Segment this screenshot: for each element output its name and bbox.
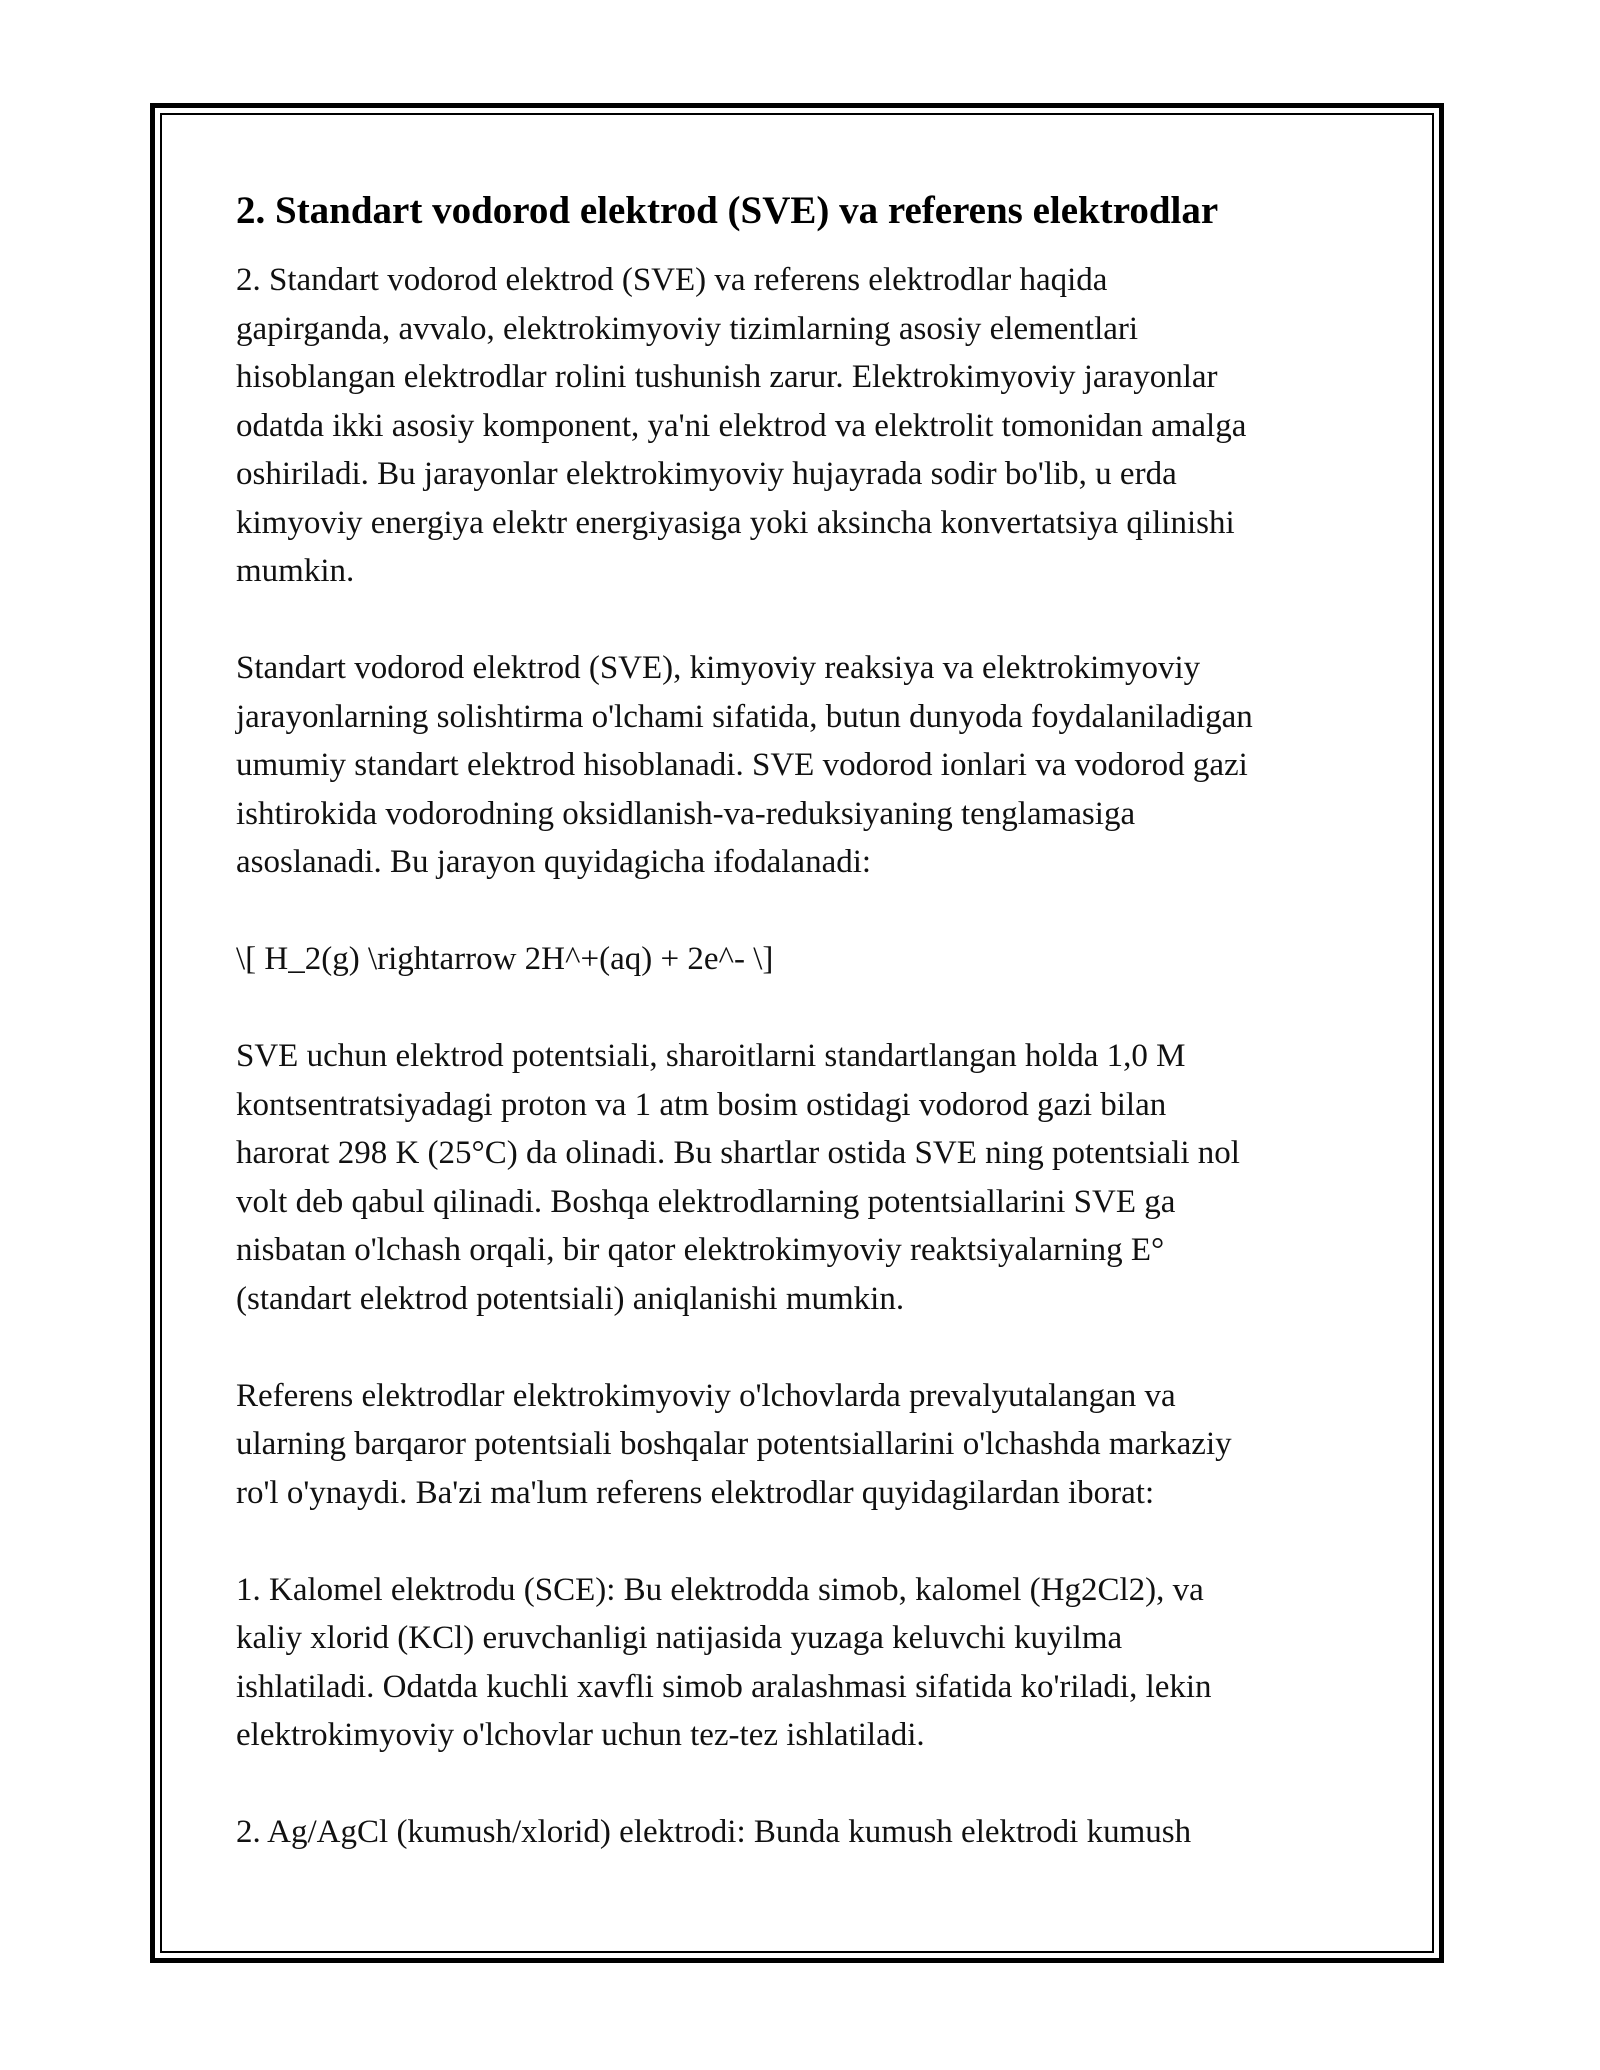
text-line: harorat 298 K (25°C) da olinadi. Bu shartlar ostida SVE ning potentsiali nol <box>236 1135 1240 1171</box>
text-line: jarayonlarning solishtirma o'lchami sifatida, butun dunyoda foydalaniladigan <box>236 698 1253 735</box>
text-line: kimyoviy energiya elektr energiyasiga yoki aksincha konvertatsiya qilinishi <box>236 504 1235 541</box>
text-line: Referens elektrodlar elektrokimyoviy o'lchovlarda prevalyutalangan va <box>236 1377 1176 1414</box>
text-line: kontsentratsiyadagi proton va 1 atm bosim ostidagi vodorod gazi bilan <box>236 1086 1167 1123</box>
text-line: hisoblangan elektrodlar rolini tushunish zarur. Elektrokimyoviy jarayonlar <box>236 359 1218 395</box>
paragraph-sve-definition <box>236 644 1376 887</box>
text-line: 2. Standart vodorod elektrod (SVE) va referens elektrodlar haqida <box>236 262 1108 298</box>
text-line: gapirganda, avvalo, elektrokimyoviy tizimlarning asosiy elementlari <box>236 310 1139 347</box>
paragraph-sve-potential <box>236 1032 1376 1323</box>
text-line: ishlatiladi. Odatda kuchli xavfli simob aralashmasi sifatida ko'riladi, lekin <box>236 1668 1212 1705</box>
text-line: oshiriladi. Bu jarayonlar elektrokimyoviy hujayrada sodir bo'lib, u erda <box>236 456 1177 492</box>
list-item-calomel <box>236 1566 1376 1760</box>
text-line: 2. Ag/AgCl (kumush/xlorid) elektrodi: Bunda kumush elektrodi kumush <box>236 1814 1192 1850</box>
text-line: 1. Kalomel elektrodu (SCE): Bu elektrodda simob, kalomel (Hg2Cl2), va <box>236 1571 1204 1608</box>
document-body <box>236 186 1376 1905</box>
text-line: odatda ikki asosiy komponent, ya'ni elektrod va elektrolit tomonidan amalga <box>236 407 1247 444</box>
text-line: kaliy xlorid (KCl) eruvchanligi natijasida yuzaga keluvchi kuyilma <box>236 1620 1123 1656</box>
text-line: umumiy standart elektrod hisoblanadi. SVE vodorod ionlari va vodorod gazi <box>236 747 1248 783</box>
section-heading: 2. Standart vodorod elektrod (SVE) va referens elektrodlar <box>236 189 1219 232</box>
text-line: SVE uchun elektrod potentsiali, sharoitlarni standartlangan holda 1,0 M <box>236 1038 1186 1074</box>
text-line: ishtirokida vodorodning oksidlanish-va-reduksiyaning tenglamasiga <box>236 795 1136 832</box>
equation-text: \[ H_2(g) \rightarrow 2H^+(aq) + 2e^- \] <box>236 941 774 977</box>
text-line: ro'l o'ynaydi. Ba'zi ma'lum referens elektrodlar quyidagilardan iborat: <box>236 1474 1155 1511</box>
paragraph-intro <box>236 256 1376 596</box>
text-line: volt deb qabul qilinadi. Boshqa elektrodlarning potentsiallarini SVE ga <box>236 1183 1176 1220</box>
text-line: Standart vodorod elektrod (SVE), kimyoviy reaksiya va elektrokimyoviy <box>236 650 1201 686</box>
paragraph-reference-electrodes <box>236 1372 1376 1518</box>
text-line: ularning barqaror potentsiali boshqalar potentsiallarini o'lchashda markaziy <box>236 1426 1232 1462</box>
text-line: mumkin. <box>236 553 355 589</box>
list-item-ag-agcl <box>236 1808 1376 1857</box>
text-line: (standart elektrod potentsiali) aniqlanishi mumkin. <box>236 1280 905 1317</box>
equation-line <box>236 935 1376 984</box>
text-line: nisbatan o'lchash orqali, bir qator elektrokimyoviy reaktsiyalarning E° <box>236 1232 1165 1268</box>
text-line: asoslanadi. Bu jarayon quyidagicha ifodalanadi: <box>236 844 872 880</box>
text-line: elektrokimyoviy o'lchovlar uchun tez-tez ishlatiladi. <box>236 1717 925 1753</box>
